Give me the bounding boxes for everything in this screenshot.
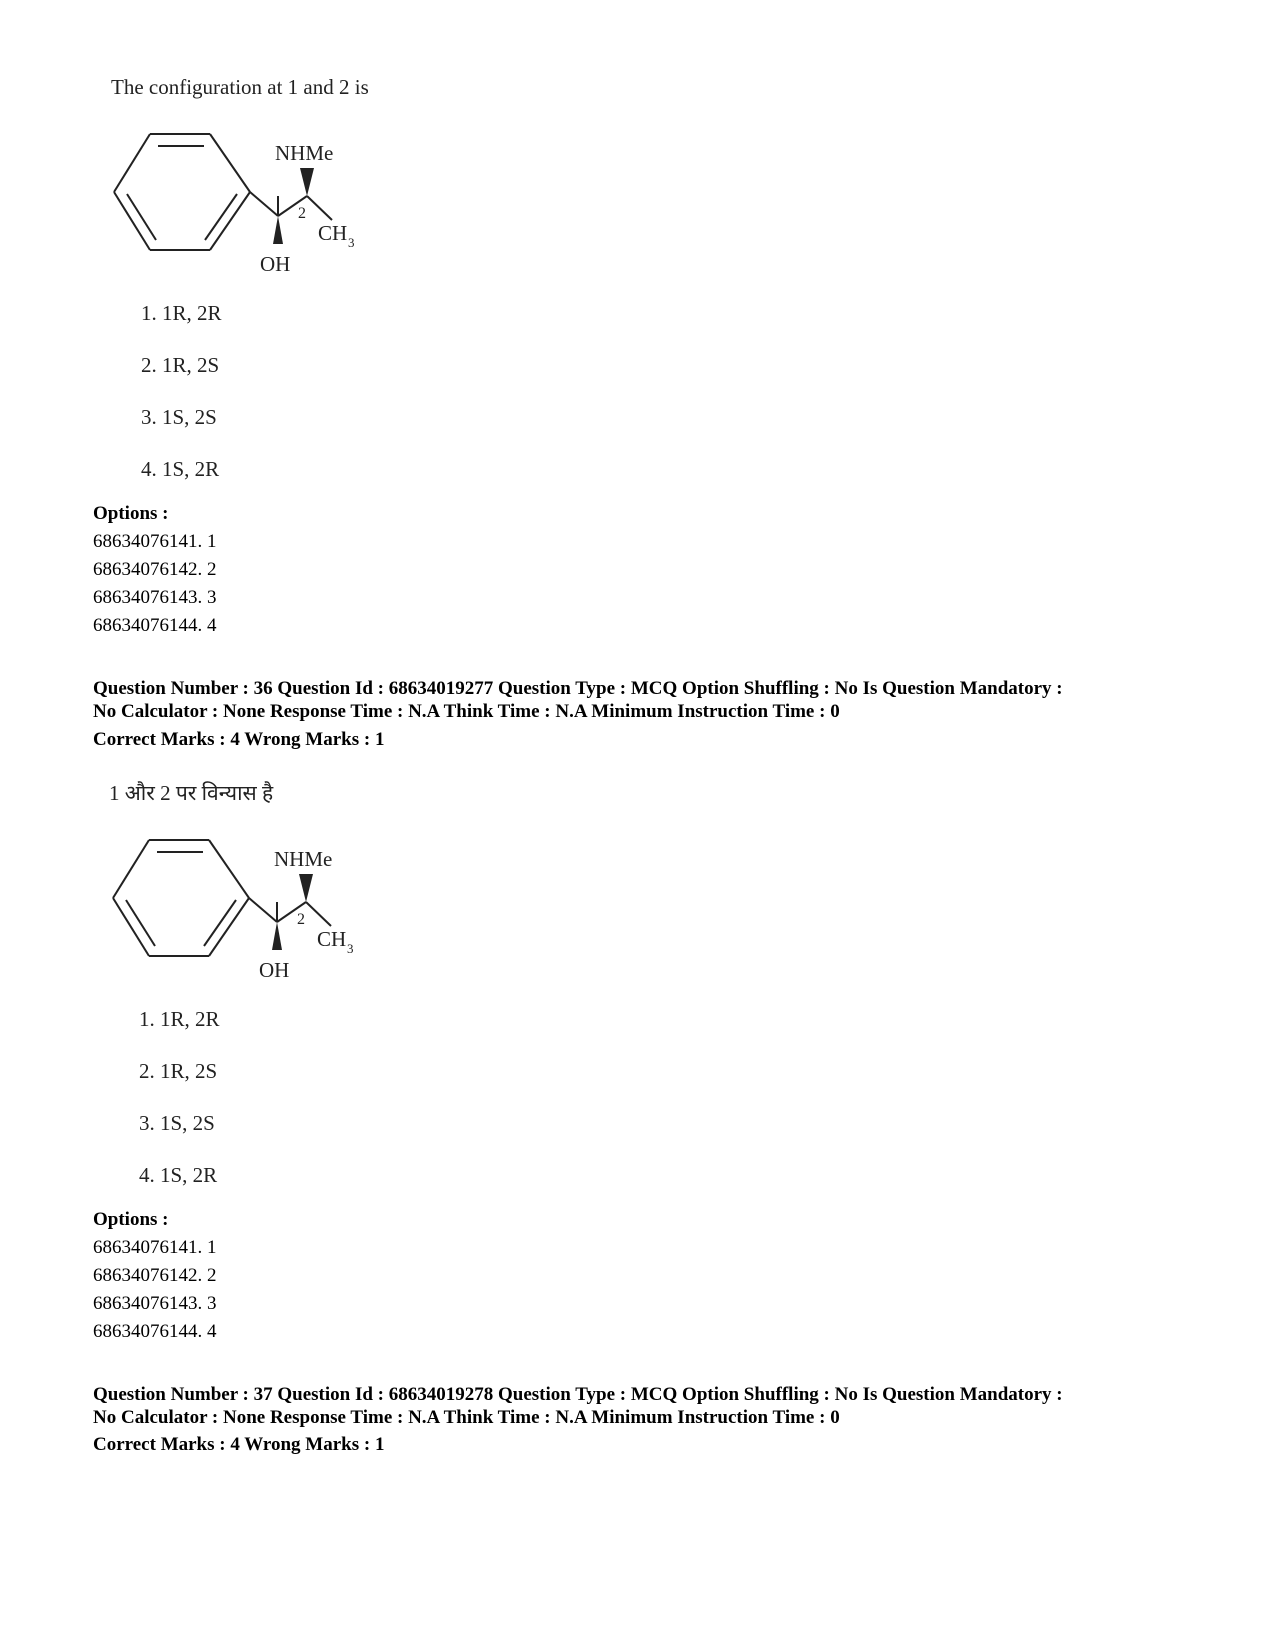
label-locant-2: 2: [297, 911, 305, 928]
answer-choice: 1. 1R, 2R: [139, 1007, 220, 1031]
question-meta-line: Question Number : 36 Question Id : 68634019277 Question Type : MCQ Option Shuffling : No Is Question Mandatory :: [93, 678, 1063, 699]
answer-choice: 4. 1S, 2R: [141, 457, 220, 481]
answer-choice: 3. 1S, 2S: [141, 405, 217, 429]
question-meta-line: No Calculator : None Response Time : N.A Think Time : N.A Minimum Instruction Time : 0: [93, 701, 840, 722]
options-heading: Options :: [93, 503, 169, 524]
marks-line: Correct Marks : 4 Wrong Marks : 1: [93, 1434, 385, 1455]
option-id: 68634076141. 1: [93, 1237, 217, 1258]
answer-choice: 3. 1S, 2S: [139, 1111, 215, 1135]
chemical-structure-diagram: [109, 836, 369, 996]
question-text: The configuration at 1 and 2 is: [111, 75, 369, 99]
chemical-structure-diagram: [110, 130, 370, 290]
question-text-hindi: 1 और 2 पर विन्यास है: [109, 781, 274, 805]
benzene-ring: [113, 840, 249, 956]
label-locant-2: 2: [298, 205, 306, 222]
option-id: 68634076141. 1: [93, 531, 217, 552]
label-nhme: NHMe: [274, 847, 333, 871]
label-ch3-subscript: 3: [348, 235, 355, 250]
marks-line: Correct Marks : 4 Wrong Marks : 1: [93, 729, 385, 750]
option-id: 68634076143. 3: [93, 1293, 217, 1314]
option-id: 68634076142. 2: [93, 1265, 217, 1286]
question-meta-line: Question Number : 37 Question Id : 68634019278 Question Type : MCQ Option Shuffling : No Is Question Mandatory :: [93, 1384, 1063, 1405]
question-meta-line: No Calculator : None Response Time : N.A Think Time : N.A Minimum Instruction Time : 0: [93, 1407, 840, 1428]
option-id: 68634076144. 4: [93, 615, 217, 636]
wedge-bond-nhme: [299, 874, 313, 902]
answer-choice: 4. 1S, 2R: [139, 1163, 218, 1187]
wedge-bond-oh: [273, 216, 283, 244]
options-heading: Options :: [93, 1209, 169, 1230]
benzene-ring: [114, 134, 250, 250]
answer-choice: 2. 1R, 2S: [141, 353, 220, 377]
option-id: 68634076144. 4: [93, 1321, 217, 1342]
label-oh: OH: [259, 958, 290, 982]
wedge-bond-nhme: [300, 168, 314, 196]
option-id: 68634076142. 2: [93, 559, 217, 580]
label-oh: OH: [260, 252, 291, 276]
label-ch3-subscript: 3: [347, 941, 354, 956]
label-nhme: NHMe: [275, 141, 334, 165]
wedge-bond-oh: [272, 922, 282, 950]
option-id: 68634076143. 3: [93, 587, 217, 608]
label-ch3: CH: [317, 927, 347, 951]
answer-choice: 2. 1R, 2S: [139, 1059, 218, 1083]
label-ch3: CH: [318, 221, 348, 245]
answer-choice: 1. 1R, 2R: [141, 301, 222, 325]
